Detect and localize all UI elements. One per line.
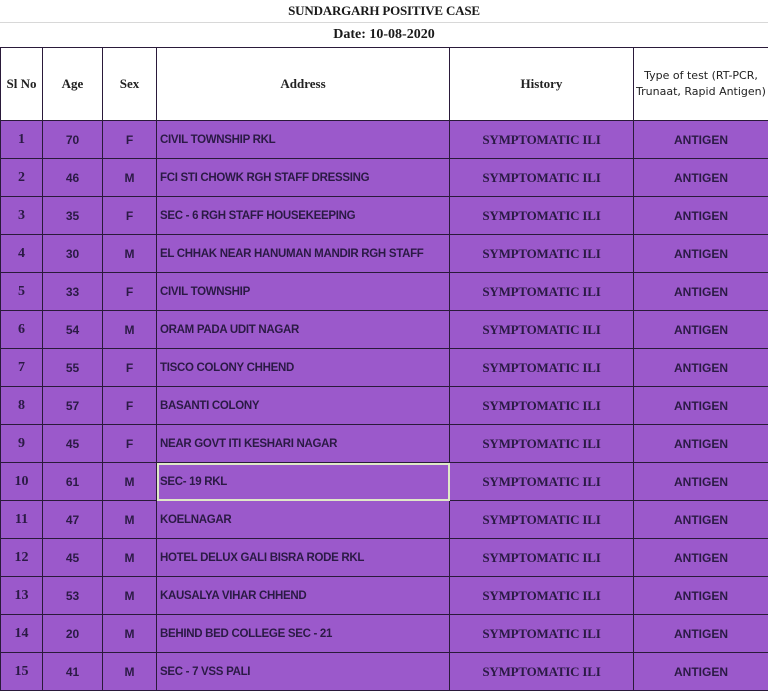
- cell-sex[interactable]: M: [103, 463, 157, 501]
- table-row: [1, 197, 768, 235]
- header-row: [1, 48, 768, 121]
- cell-sl-no[interactable]: 4: [1, 235, 43, 273]
- cell-history[interactable]: SYMPTOMATIC ILI: [450, 615, 634, 653]
- cell-test-type[interactable]: ANTIGEN: [634, 121, 768, 159]
- table-row: [1, 463, 768, 501]
- cell-age[interactable]: 70: [43, 121, 103, 159]
- table-row: [1, 387, 768, 425]
- cell-sex[interactable]: M: [103, 653, 157, 691]
- table-row: [1, 653, 768, 691]
- cell-test-type[interactable]: ANTIGEN: [634, 539, 768, 577]
- cell-sex[interactable]: M: [103, 501, 157, 539]
- cell-sl-no[interactable]: 7: [1, 349, 43, 387]
- cell-sl-no[interactable]: 3: [1, 197, 43, 235]
- cell-age[interactable]: 46: [43, 159, 103, 197]
- table-row: [1, 577, 768, 615]
- cell-sl-no[interactable]: 14: [1, 615, 43, 653]
- cell-age[interactable]: 20: [43, 615, 103, 653]
- col-header-history[interactable]: History: [450, 48, 634, 121]
- cell-address[interactable]: HOTEL DELUX GALI BISRA RODE RKL: [157, 539, 450, 577]
- cell-history[interactable]: SYMPTOMATIC ILI: [450, 539, 634, 577]
- cell-address[interactable]: EL CHHAK NEAR HANUMAN MANDIR RGH STAFF: [157, 235, 450, 273]
- cell-sex[interactable]: F: [103, 349, 157, 387]
- cell-age[interactable]: 33: [43, 273, 103, 311]
- cell-history[interactable]: SYMPTOMATIC ILI: [450, 577, 634, 615]
- cell-address[interactable]: KOELNAGAR: [157, 501, 450, 539]
- cell-history[interactable]: SYMPTOMATIC ILI: [450, 501, 634, 539]
- cell-age[interactable]: 53: [43, 577, 103, 615]
- cell-sl-no[interactable]: 15: [1, 653, 43, 691]
- cell-sex[interactable]: M: [103, 235, 157, 273]
- cell-address[interactable]: CIVIL TOWNSHIP RKL: [157, 121, 450, 159]
- table-row: [1, 539, 768, 577]
- cell-age[interactable]: 57: [43, 387, 103, 425]
- cell-sex[interactable]: F: [103, 387, 157, 425]
- cell-age[interactable]: 30: [43, 235, 103, 273]
- cell-sex[interactable]: M: [103, 159, 157, 197]
- cell-test-type[interactable]: ANTIGEN: [634, 387, 768, 425]
- col-header-test-type[interactable]: Type of test (RT-PCR, Trunaat, Rapid Antigen): [634, 48, 768, 121]
- cell-sl-no[interactable]: 10: [1, 463, 43, 501]
- sheet-title: SUNDARGARH POSITIVE CASE: [0, 0, 768, 23]
- positive-cases-table: [0, 47, 768, 691]
- table-row: [1, 349, 768, 387]
- cell-history[interactable]: SYMPTOMATIC ILI: [450, 235, 634, 273]
- cell-address-selected[interactable]: SEC- 19 RKL: [157, 463, 450, 501]
- col-header-age[interactable]: Age: [43, 48, 103, 121]
- cell-sex[interactable]: M: [103, 539, 157, 577]
- cell-history[interactable]: SYMPTOMATIC ILI: [450, 653, 634, 691]
- cell-history[interactable]: SYMPTOMATIC ILI: [450, 273, 634, 311]
- cell-address[interactable]: BEHIND BED COLLEGE SEC - 21: [157, 615, 450, 653]
- cell-sl-no[interactable]: 6: [1, 311, 43, 349]
- table-row: [1, 501, 768, 539]
- table-row: [1, 425, 768, 463]
- table-row: [1, 159, 768, 197]
- cell-sl-no[interactable]: 13: [1, 577, 43, 615]
- cell-age[interactable]: 45: [43, 539, 103, 577]
- cell-history[interactable]: SYMPTOMATIC ILI: [450, 349, 634, 387]
- report-date: Date: 10-08-2020: [333, 27, 435, 42]
- table-row: [1, 121, 768, 159]
- cell-address[interactable]: BASANTI COLONY: [157, 387, 450, 425]
- cell-age[interactable]: 45: [43, 425, 103, 463]
- cell-history[interactable]: SYMPTOMATIC ILI: [450, 311, 634, 349]
- col-header-sex[interactable]: Sex: [103, 48, 157, 121]
- cell-age[interactable]: 55: [43, 349, 103, 387]
- cell-address[interactable]: SEC - 7 VSS PALI: [157, 653, 450, 691]
- cell-address[interactable]: TISCO COLONY CHHEND: [157, 349, 450, 387]
- cell-sl-no[interactable]: 9: [1, 425, 43, 463]
- cell-test-type[interactable]: ANTIGEN: [634, 501, 768, 539]
- cell-address[interactable]: KAUSALYA VIHAR CHHEND: [157, 577, 450, 615]
- cell-sl-no[interactable]: 5: [1, 273, 43, 311]
- cell-address[interactable]: ORAM PADA UDIT NAGAR: [157, 311, 450, 349]
- cell-history[interactable]: SYMPTOMATIC ILI: [450, 197, 634, 235]
- table-row: [1, 615, 768, 653]
- cell-address[interactable]: SEC - 6 RGH STAFF HOUSEKEEPING: [157, 197, 450, 235]
- cell-sex[interactable]: F: [103, 425, 157, 463]
- cell-age[interactable]: 41: [43, 653, 103, 691]
- cell-test-type[interactable]: ANTIGEN: [634, 311, 768, 349]
- cell-sl-no[interactable]: 12: [1, 539, 43, 577]
- cell-test-type[interactable]: ANTIGEN: [634, 425, 768, 463]
- cell-test-type[interactable]: ANTIGEN: [634, 463, 768, 501]
- cell-history[interactable]: SYMPTOMATIC ILI: [450, 159, 634, 197]
- cell-sex[interactable]: F: [103, 273, 157, 311]
- cell-age[interactable]: 54: [43, 311, 103, 349]
- cell-age[interactable]: 61: [43, 463, 103, 501]
- cell-age[interactable]: 47: [43, 501, 103, 539]
- cell-sl-no[interactable]: 2: [1, 159, 43, 197]
- cell-sex[interactable]: F: [103, 197, 157, 235]
- cell-test-type[interactable]: ANTIGEN: [634, 577, 768, 615]
- cell-sex[interactable]: M: [103, 311, 157, 349]
- table-row: [1, 235, 768, 273]
- cell-history[interactable]: SYMPTOMATIC ILI: [450, 387, 634, 425]
- table-row: [1, 311, 768, 349]
- table-row: [1, 273, 768, 311]
- cell-sl-no[interactable]: 11: [1, 501, 43, 539]
- cell-test-type[interactable]: ANTIGEN: [634, 653, 768, 691]
- cell-history[interactable]: SYMPTOMATIC ILI: [450, 425, 634, 463]
- cell-address[interactable]: CIVIL TOWNSHIP: [157, 273, 450, 311]
- cell-sl-no[interactable]: 8: [1, 387, 43, 425]
- cell-address[interactable]: FCI STI CHOWK RGH STAFF DRESSING: [157, 159, 450, 197]
- cell-test-type[interactable]: ANTIGEN: [634, 349, 768, 387]
- cell-sl-no[interactable]: 1: [1, 121, 43, 159]
- cell-test-type[interactable]: ANTIGEN: [634, 197, 768, 235]
- cell-test-type[interactable]: ANTIGEN: [634, 235, 768, 273]
- cell-history[interactable]: SYMPTOMATIC ILI: [450, 121, 634, 159]
- col-header-address[interactable]: Address: [157, 48, 450, 121]
- col-header-sl-no[interactable]: Sl No: [1, 48, 43, 121]
- cell-sex[interactable]: M: [103, 577, 157, 615]
- cell-history[interactable]: SYMPTOMATIC ILI: [450, 463, 634, 501]
- cell-test-type[interactable]: ANTIGEN: [634, 273, 768, 311]
- cell-sex[interactable]: F: [103, 121, 157, 159]
- cell-address[interactable]: NEAR GOVT ITI KESHARI NAGAR: [157, 425, 450, 463]
- cell-age[interactable]: 35: [43, 197, 103, 235]
- cell-sex[interactable]: M: [103, 615, 157, 653]
- cell-test-type[interactable]: ANTIGEN: [634, 615, 768, 653]
- cell-test-type[interactable]: ANTIGEN: [634, 159, 768, 197]
